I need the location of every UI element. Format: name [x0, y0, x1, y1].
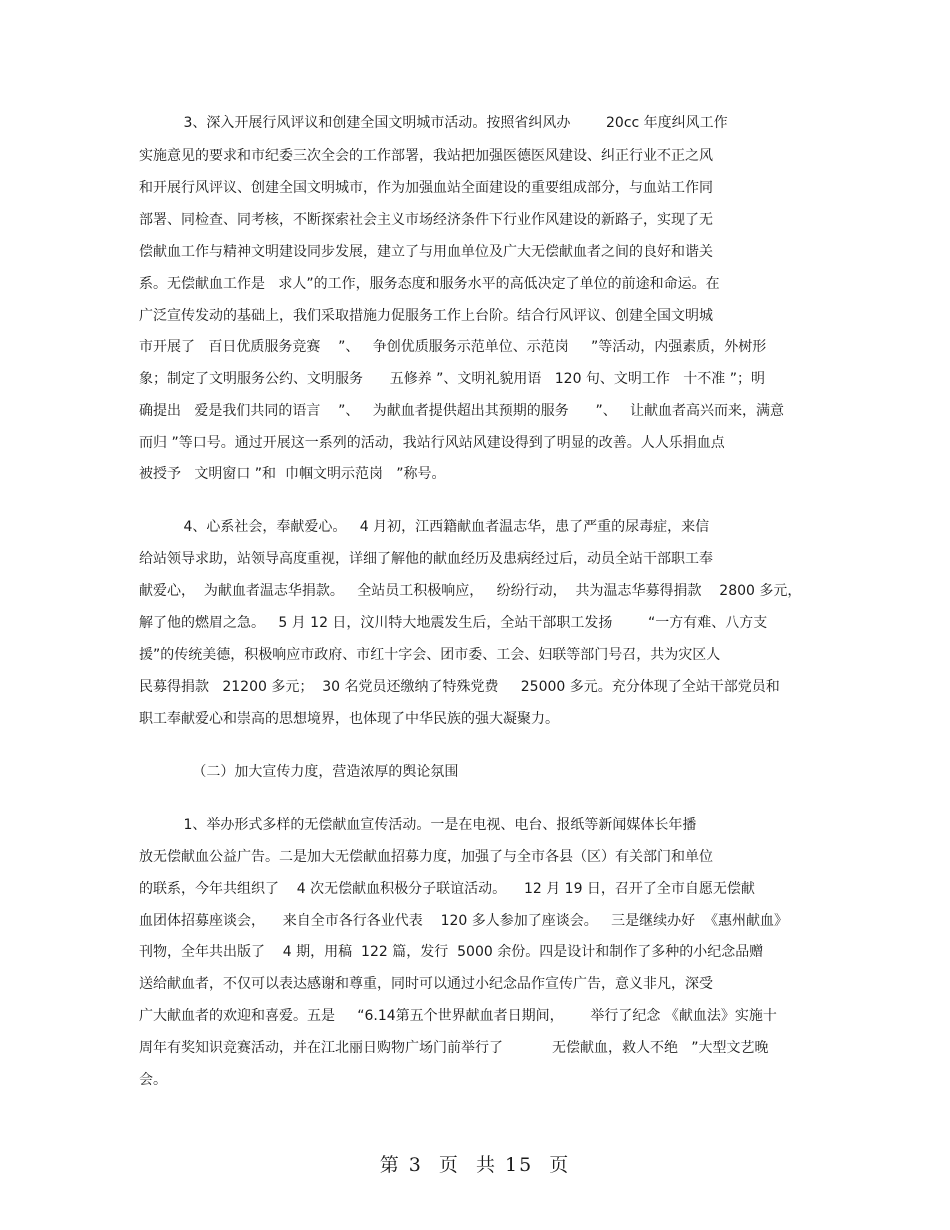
paragraph-3-line: 系。无偿献血工作是 求人”的工作，服务态度和服务水平的高低决定了单位的前途和命运。在: [139, 276, 720, 292]
paragraph-3-line: 而归 ”等口号。通过开展这一系列的活动，我站行风站风建设得到了明显的改善。人人乐捐血点: [139, 435, 725, 451]
paragraph-1-line: 周年有奖知识竞赛活动，并在江北丽日购物广场门前举行了 无偿献血，救人不绝 ”大型文艺晚: [139, 1040, 769, 1056]
paragraph-1-line: 1、举办形式多样的无偿献血宣传活动。一是在电视、电台、报纸等新闻媒体长年播: [139, 817, 697, 833]
paragraph-4-line: 4、心系社会，奉献爱心。 4 月初，江西籍献血者温志华，患了严重的尿毒症，来信: [139, 519, 710, 535]
paragraph-4-line: 职工奉献爱心和崇高的思想境界，也体现了中华民族的强大凝聚力。: [139, 711, 559, 727]
paragraph-1-line: 血团体招募座谈会， 来自全市各行各业代表 120 多人参加了座谈会。 三是继续办好 《惠州献血》: [139, 913, 789, 929]
paragraph-3-line: 广泛宣传发动的基础上，我们采取措施力促服务工作上台阶。结合行风评议、创建全国文明城: [139, 308, 713, 324]
paragraph-4-line: 给站领导求助，站领导高度重视，详细了解他的献血经历及患病经过后，动员全站干部职工奉: [139, 551, 713, 567]
section-heading: （二）加大宣传力度，营造浓厚的舆论氛围: [139, 764, 459, 780]
paragraph-4-line: 民募得捐款 21200 多元； 30 名党员还缴纳了特殊党费 25000 多元。充分体现了全站干部党员和: [139, 679, 780, 695]
paragraph-1-line: 的联系，今年共组织了 4 次无偿献血积极分子联谊活动。 12 月 19 日，召开了全市自愿无偿献: [139, 881, 755, 897]
paragraph-1-line: 放无偿献血公益广告。二是加大无偿献血招募力度，加强了与全市各县（区）有关部门和单位: [139, 849, 713, 865]
paragraph-3-line: 被授予 文明窗口 ”和 巾帼文明示范岗 ”称号。: [139, 466, 446, 482]
paragraph-3-line: 确提出 爱是我们共同的语言 ”、 为献血者提供超出其预期的服务 ”、 让献血者高兴而来，满意: [139, 403, 785, 419]
paragraph-1-line: 广大献血者的欢迎和喜爱。五是 “6.14第五个世界献血者日期间， 举行了纪念 《献血法》实施十: [139, 1008, 777, 1024]
paragraph-1-line: 会。: [139, 1072, 167, 1088]
paragraph-1-line: 送给献血者，不仅可以表达感谢和尊重，同时可以通过小纪念品作宣传广告，意义非凡，深受: [139, 976, 713, 992]
paragraph-4-line: 献爱心， 为献血者温志华捐款。 全站员工积极响应， 纷纷行动， 共为温志华募得捐款 2800 多元，: [139, 583, 802, 599]
paragraph-3-line: 部署、同检查、同考核，不断探索社会主义市场经济条件下行业作风建设的新路子，实现了无: [139, 212, 713, 228]
paragraph-3-line: 象；制定了文明服务公约、文明服务 五修养 ”、文明礼貌用语 120 句、文明工作 十不准 ”；明: [139, 371, 765, 387]
page-footer: 第 3 页 共 15 页: [379, 1154, 571, 1176]
paragraph-3-line: 市开展了 百日优质服务竞赛 ”、 争创优质服务示范单位、示范岗 ”等活动，内强素质，外树形: [139, 339, 767, 355]
paragraph-3-line: 实施意见的要求和市纪委三次全会的工作部署，我站把加强医德医风建设、纠正行业不正之风: [139, 148, 713, 164]
paragraph-3-line: 和开展行风评议、创建全国文明城市，作为加强血站全面建设的重要组成部分，与血站工作同: [139, 180, 713, 196]
paragraph-4-line: 援”的传统美德，积极响应市政府、市红十字会、团市委、工会、妇联等部门号召，共为灾区人: [139, 647, 721, 663]
paragraph-4-line: 解了他的燃眉之急。 5 月 12 日，汶川特大地震发生后，全站干部职工发扬 “一方有难、八方支: [139, 615, 768, 631]
paragraph-1-line: 刊物，全年共出版了 4 期，用稿 122 篇，发行 5000 余份。四是设计和制作了多种的小纪念品赠: [139, 944, 764, 960]
paragraph-3-line: 3、深入开展行风评议和创建全国文明城市活动。按照省纠风办 20cc 年度纠风工作: [139, 115, 728, 131]
paragraph-3-line: 偿献血工作与精神文明建设同步发展，建立了与用血单位及广大无偿献血者之间的良好和谐关: [139, 244, 713, 260]
